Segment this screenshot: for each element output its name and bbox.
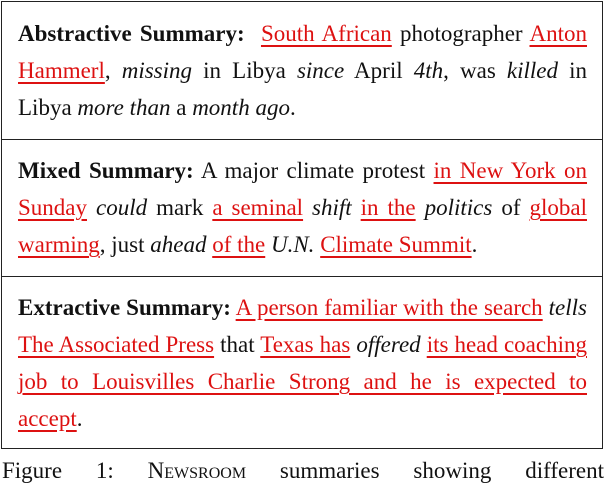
caption-text: summaries showing different (246, 458, 604, 483)
plain-text (303, 195, 312, 220)
plain-text: mark (147, 195, 213, 220)
plain-text: that (214, 332, 261, 357)
panel-divider (2, 139, 602, 140)
panel-label: Abstractive Summary: (18, 21, 245, 46)
highlighted-phrase: of the (212, 232, 266, 257)
plain-text (352, 195, 361, 220)
italic-word: more than (77, 95, 171, 120)
plain-text: . (76, 406, 83, 431)
highlighted-phrase: A person familiar with the search (235, 295, 543, 320)
extractive-summary-panel (2, 289, 602, 437)
figure-box (1, 1, 603, 449)
plain-text: A major climate protest (193, 158, 434, 183)
highlighted-phrase: South African (260, 21, 392, 46)
plain-text (416, 195, 425, 220)
plain-text: , just (99, 232, 151, 257)
plain-text: in Libya (18, 58, 587, 120)
italic-word: since (296, 58, 345, 83)
highlighted-phrase: global warming (18, 195, 587, 257)
italic-word: missing (121, 58, 193, 83)
mixed-summary-panel (2, 152, 602, 263)
plain-text: . (289, 95, 296, 120)
figure-caption (2, 452, 604, 489)
highlighted-phrase: Anton Hammerl (18, 21, 587, 83)
italic-word: U.N. (270, 232, 315, 257)
plain-text: photographer (391, 21, 530, 46)
plain-text: . (471, 232, 478, 257)
highlighted-phrase: Climate Summit (320, 232, 472, 257)
highlighted-phrase: a seminal (212, 195, 304, 220)
plain-text: in Libya (192, 58, 297, 83)
plain-text: a (170, 95, 193, 120)
italic-word: month ago (192, 95, 290, 120)
highlighted-phrase: in New York on Sunday (18, 158, 588, 220)
panel-divider (2, 276, 602, 277)
plain-text (87, 195, 96, 220)
highlighted-phrase: Texas has (260, 332, 351, 357)
italic-word: offered (356, 332, 421, 357)
highlighted-phrase: in the (360, 195, 416, 220)
italic-word: ahead (150, 232, 207, 257)
caption-dataset-name: Newsroom (147, 458, 247, 483)
panel-label: Mixed Summary: (18, 158, 194, 183)
italic-word: politics (424, 195, 493, 220)
italic-word: 4th (413, 58, 444, 83)
caption-prefix: Figure 1: (2, 458, 148, 483)
italic-word: could (95, 195, 148, 220)
italic-word: tells (548, 295, 588, 320)
italic-word: shift (312, 195, 352, 220)
highlighted-phrase: its head coaching job to Louisvilles Charlie Strong and he is expected to accept (18, 332, 587, 431)
plain-text: of (492, 195, 530, 220)
plain-text: April (344, 58, 414, 83)
plain-text: , was (443, 58, 507, 83)
plain-text: , (104, 58, 122, 83)
panel-label: Extractive Summary: (18, 295, 231, 320)
highlighted-phrase: The Associated Press (18, 332, 215, 357)
italic-word: killed (506, 58, 558, 83)
abstractive-summary-panel (2, 15, 602, 126)
